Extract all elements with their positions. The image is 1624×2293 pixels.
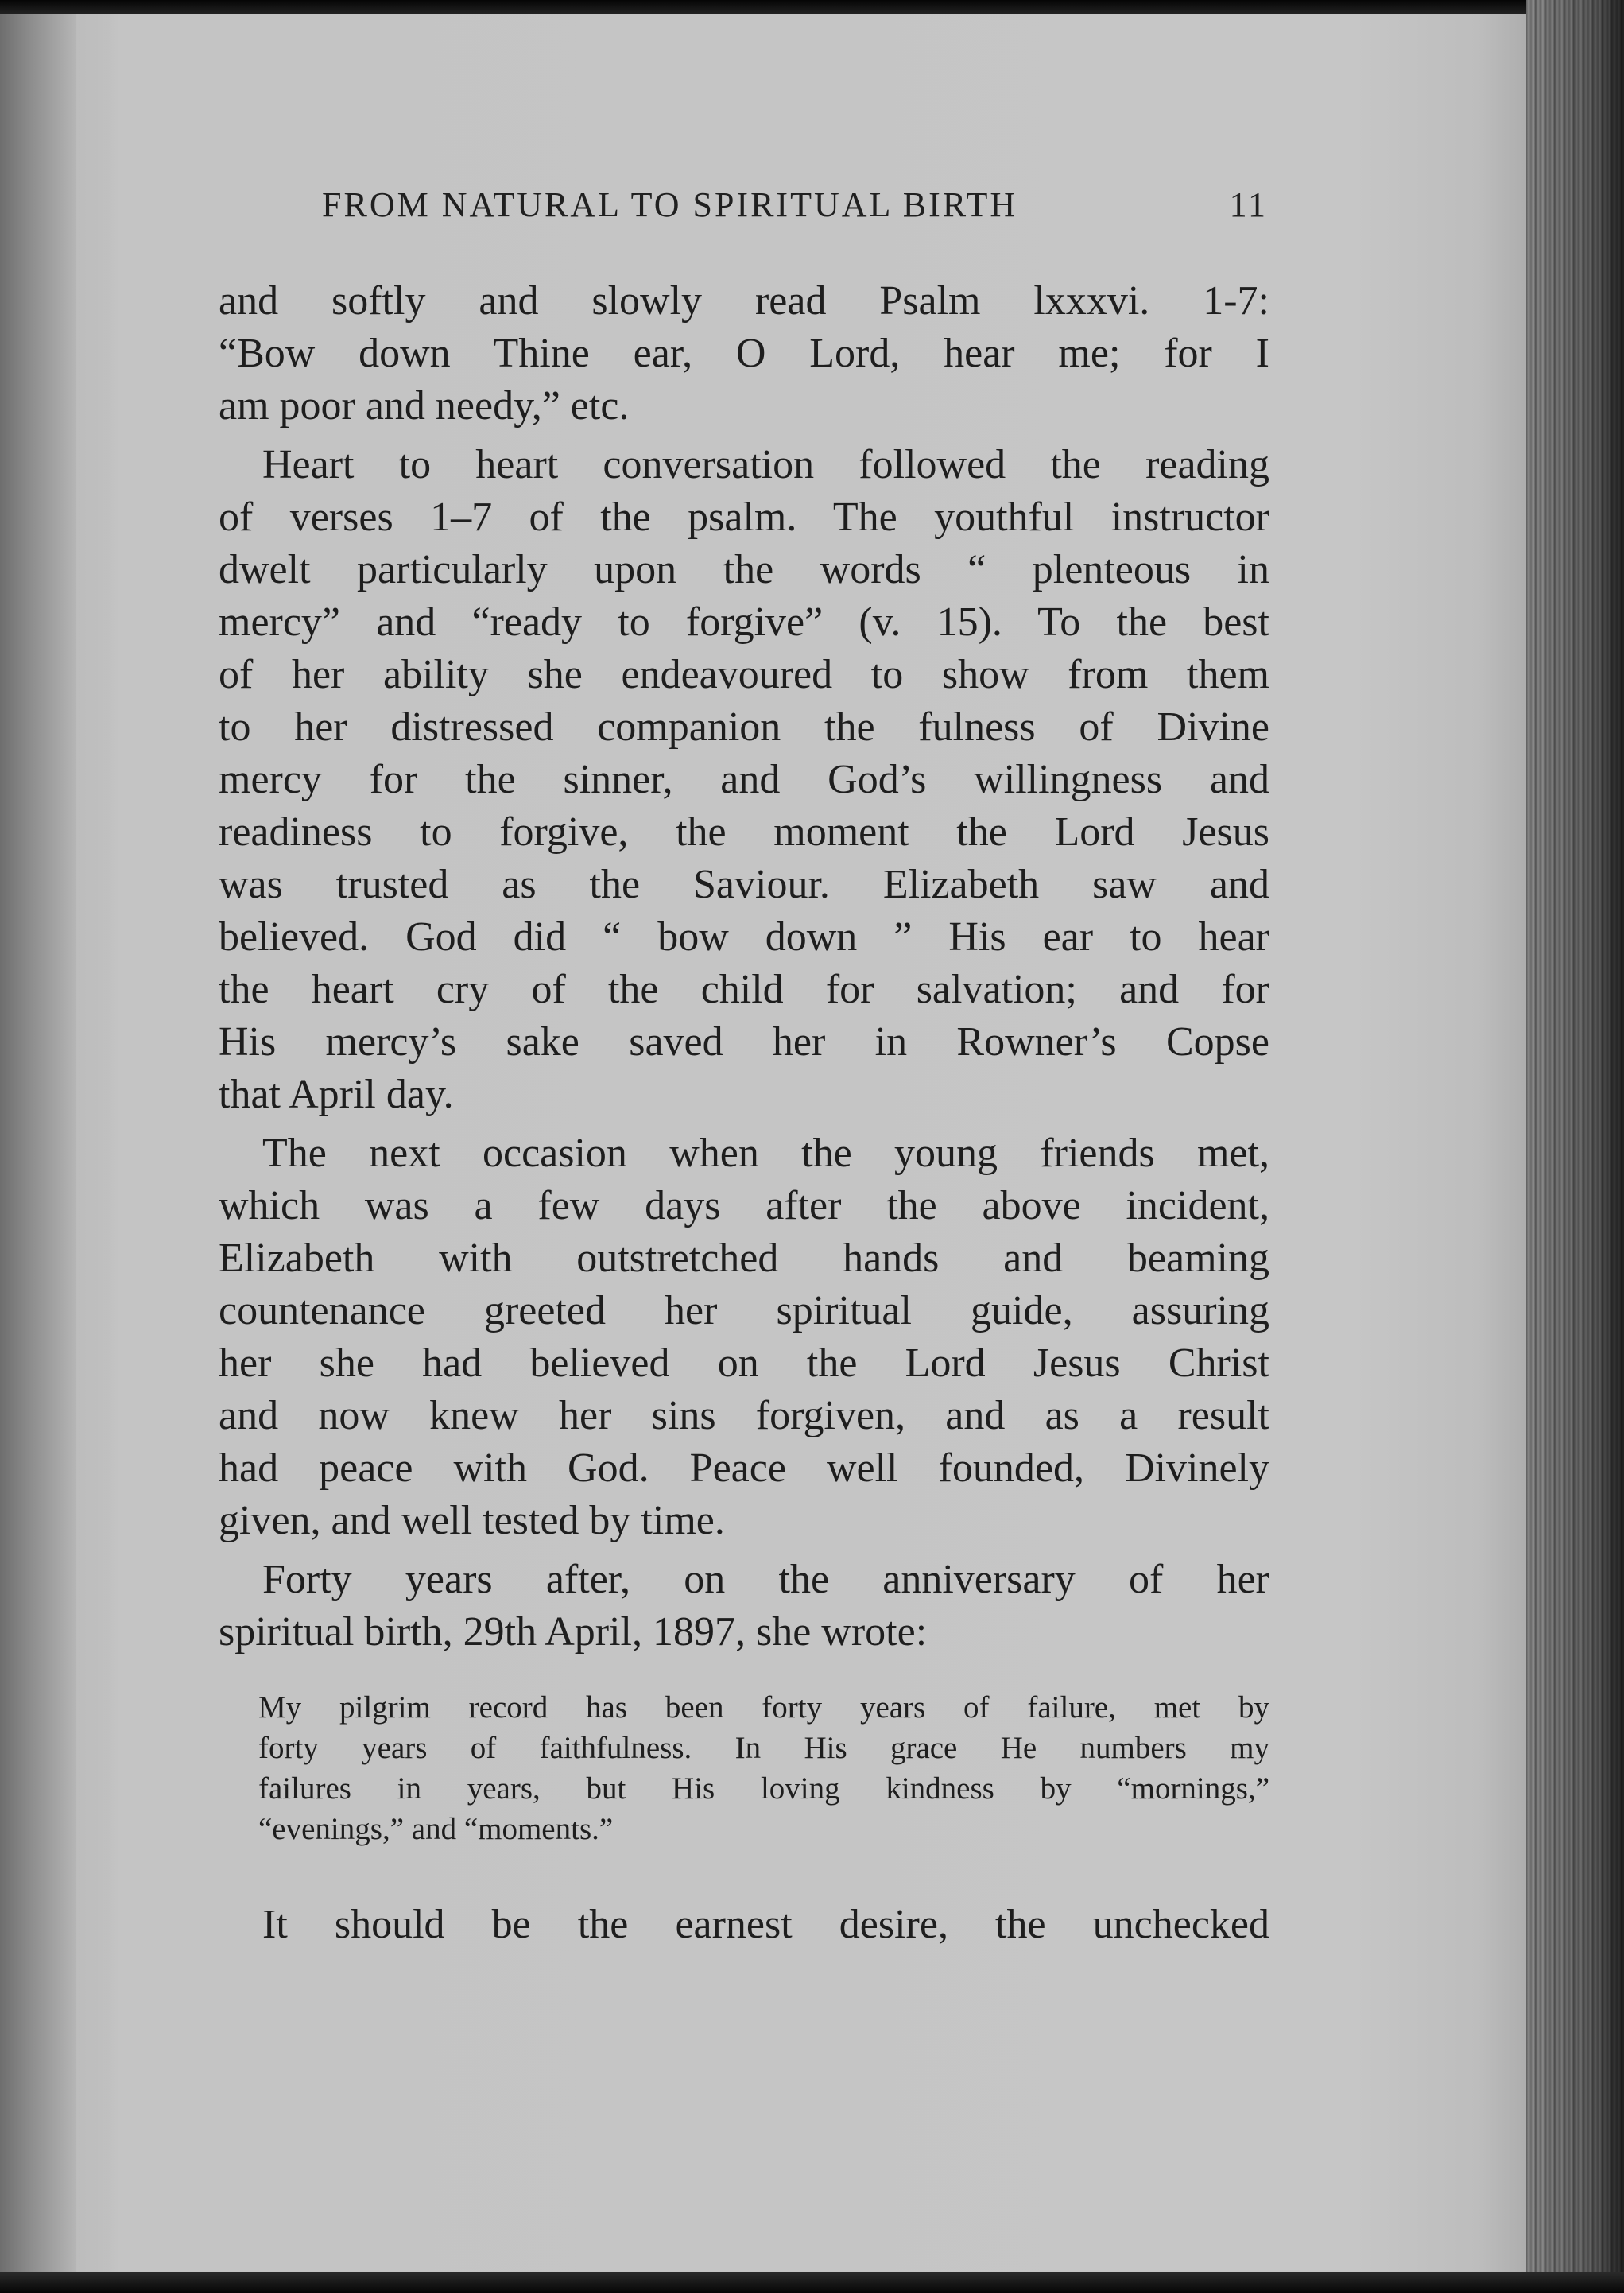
scan-bottom-edge bbox=[0, 2272, 1624, 2293]
page-header bbox=[322, 184, 1268, 235]
running-head: FROM NATURAL TO SPIRITUAL BIRTH bbox=[322, 185, 1018, 224]
text-line: readiness to forgive, the moment the Lord Jesus bbox=[219, 809, 1269, 855]
text-line: His mercy’s sake saved her in Rowner’s Copse bbox=[219, 1019, 1269, 1065]
text-line: the heart cry of the child for salvation; and for bbox=[219, 967, 1269, 1012]
text-line: was trusted as the Saviour. Elizabeth saw and bbox=[219, 862, 1269, 907]
text-line: The next occasion when the young friends met, bbox=[262, 1131, 1269, 1176]
text-line: and softly and slowly read Psalm lxxxvi. 1-7: bbox=[219, 278, 1269, 324]
quote-line: “evenings,” and “moments.” bbox=[258, 1812, 614, 1846]
page-edges bbox=[1526, 0, 1624, 2293]
paragraph-4 bbox=[219, 1554, 1269, 1659]
block-quote bbox=[219, 1687, 1269, 1849]
text-line: that April day. bbox=[219, 1072, 454, 1117]
gutter-shadow bbox=[76, 14, 108, 2274]
paragraph-3 bbox=[219, 1127, 1269, 1547]
text-line: Heart to heart conversation followed the reading bbox=[262, 442, 1269, 487]
text-line: believed. God did “ bow down ” His ear to hear bbox=[219, 914, 1269, 960]
quote-line: forty years of faithfulness. In His grace He numbers my bbox=[258, 1731, 1269, 1765]
text-line: “Bow down Thine ear, O Lord, hear me; for I bbox=[219, 331, 1269, 376]
text-line: mercy for the sinner, and God’s willingness and bbox=[219, 757, 1269, 802]
body-text bbox=[219, 275, 1269, 1951]
text-line: dwelt particularly upon the words “ plenteous in bbox=[219, 547, 1269, 592]
paragraph-2 bbox=[219, 439, 1269, 1121]
quote-line: My pilgrim record has been forty years of failure, met by bbox=[258, 1690, 1269, 1725]
text-line: am poor and needy,” etc. bbox=[219, 383, 630, 429]
text-line: had peace with God. Peace well founded, Divinely bbox=[219, 1445, 1269, 1491]
text-line: countenance greeted her spiritual guide, assuring bbox=[219, 1288, 1269, 1333]
text-line: and now knew her sins forgiven, and as a result bbox=[219, 1393, 1269, 1438]
text-line: to her distressed companion the fulness of Divine bbox=[219, 704, 1269, 750]
text-line: Forty years after, on the anniversary of her bbox=[262, 1557, 1269, 1602]
page-number: 11 bbox=[1229, 185, 1268, 224]
text-line: mercy” and “ready to forgive” (v. 15). To the best bbox=[219, 599, 1269, 645]
text-line: of her ability she endeavoured to show from them bbox=[219, 652, 1269, 697]
text-line: which was a few days after the above incident, bbox=[219, 1183, 1269, 1228]
text-line: her she had believed on the Lord Jesus Christ bbox=[219, 1340, 1269, 1386]
text-line: spiritual birth, 29th April, 1897, she wrote: bbox=[219, 1609, 928, 1655]
text-line: of verses 1–7 of the psalm. The youthful instructor bbox=[219, 495, 1269, 540]
paragraph-1 bbox=[219, 275, 1269, 433]
paragraph-5 bbox=[219, 1899, 1269, 1951]
quote-line: failures in years, but His loving kindness by “mornings,” bbox=[258, 1771, 1269, 1806]
text-line: given, and well tested by time. bbox=[219, 1498, 725, 1543]
text-line: Elizabeth with outstretched hands and beaming bbox=[219, 1236, 1269, 1281]
text-line: It should be the earnest desire, the unchecked bbox=[262, 1902, 1269, 1947]
